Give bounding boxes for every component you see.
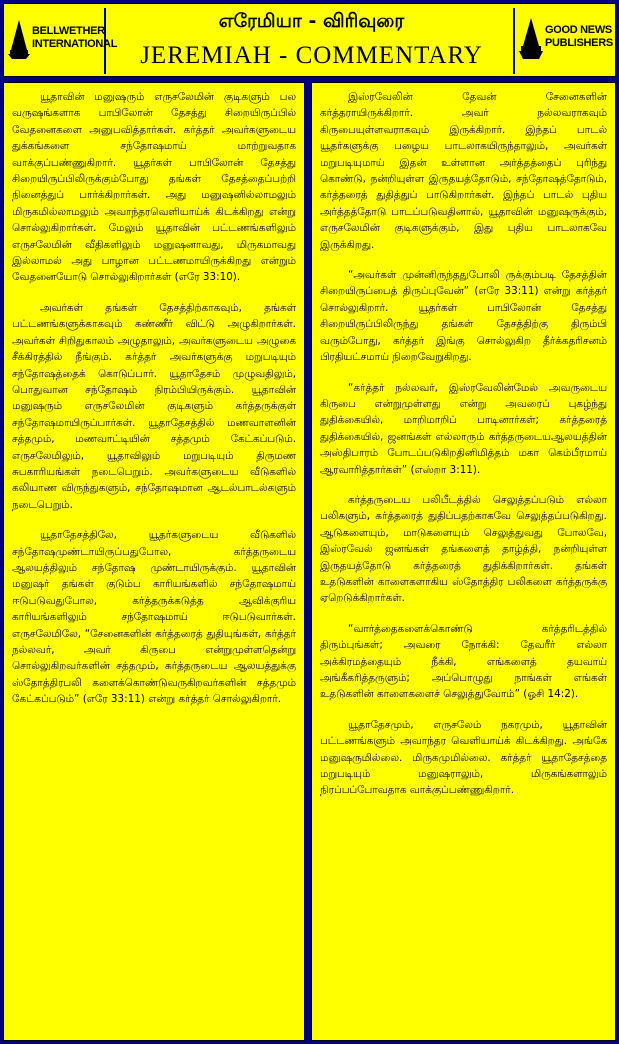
paragraph: இஸ்ரவேலின் தேவன் சேனைகளின் கர்த்தராயிருக்கிறார். அவர் நல்லவராகவும் கிருபையுள்ளவராகவும் இருக்கிறார். இந்தப் பாடல் யூதர்களுக்கு பழைய பாடலாகயிருந்தாலும், அவர்கள் மறுபடியுமாய் இதன் உள்ளான அர்த்தத்தைப் புரிந்து கொண்டு, நன்றியுள்ள இருதயத்தோடும், சந்தோஷத்தோடும், கர்த்தரைத் துதித்துப் பாடுகிறார்கள். இந்தப் பாடல் புதிய அர்த்தத்தோடு பாடப்படுவதினால், யூதாவின் மனுஷருக்கும், எருசலேமின் குடிகளுக்கும், இது புதிய பாடலாகவே இருக்கிறது.: [320, 91, 607, 251]
paragraph: யூதாவின் மனுஷரும் எருசலேமின் குடிகளும் பல வருஷங்களாக பாபிலோன் தேசத்து சிறையிருப்பில் வேதனைகளை அனுபவித்தார்கள். கர்த்தர் அவர்களுடைய துக்கங்களை சந்தோஷமாய் மாற்றுவதாக வாக்குப்பண்ணுகிறார். யூதர்கள் பாபிலோன் தேசத்து சிறையிருப்பிலிருக்கும்போது தங்கள் தேசத்தைப்பற்றி நினைத்துப் பார்க்கிறார்கள். அது மனுஷனில்லாமலும் மிருகமில்லாமலும் அவாந்தரவெளியாய்க் கிடக்கிறது என்று சொல்லுகிறார்கள். மேலும் யூதாவின் பட்டணங்களிலும் எருசலேமின் வீதிகளிலும் மனுஷனாவது, மிருகமாவது இல்லாமல் அது பாழான பட்டணமாயிருக்கிறது என்றும் வேதனையோடு சொல்லுகிறார்கள் (எரே 33:10).: [12, 91, 296, 284]
page-header: [3, 3, 616, 77]
bell-ship-icon: [8, 20, 30, 60]
bellwether-logo-text: BELLWETHER INTERNATIONAL: [32, 25, 118, 50]
page-title-english: JEREMIAH - COMMENTARY: [140, 42, 483, 69]
good-news-logo: [513, 8, 613, 74]
paragraph: அவர்கள் தங்கள் தேசத்திற்காகவும், தங்கள் பட்டணங்களுக்காகவும் கண்ணீர் விட்டு அழுகிறார்கள். அவர்கள் சிறிதுகாலம் அழுதாலும், அவர்களுடைய அழுகை சீக்கிரத்தில் நீங்கும். கர்த்தர் அவர்களுக்கு மறுபடியும் சந்தோஷத்தைக் கொடுப்பார். யூதாதேசம் முழுவதிலும், பொதுவான சந்தோஷம் நிரம்பியிருக்கும். யூதாவின் மனுஷரும் எருசலேமின் குடிகளும் கர்த்தருக்குள் சந்தோஷமாயிருப்பார்கள். யூதாதேசத்தில் மணவாளனின் சத்தமும், மணவாட்டியின் சத்தமும் கேட்கப்படும். எருசலேமிலும், யூதாவிலும் மறுபடியும் திருமண சுபகாரியங்கள் நடைபெறும். அவர்களுடைய வீடுகளில் கலியாண விருந்துகளும், சந்தோஷமான ஆடல்பாடல்களும் நடைபெறும்.: [12, 301, 296, 511]
good-news-logo-text: GOOD NEWS PUBLISHERS: [545, 24, 613, 49]
paragraph: கர்த்தருடைய பலிபீடத்தில் செலுத்தப்படும் எல்லா பலிகளும், கர்த்தரைத் துதிப்பதற்காகவே செலுத்தப்படுகிறது. ஆடுகளையும், மாடுகளையும் செலுத்துவது போலவே, இஸ்ரவேல் ஜனங்கள் தங்களைத் தாழ்த்தி, நன்றியுள்ள இருதயத்தோடு கர்த்தரைத் துதிக்கிறார்கள். தங்கள் உதடுகளின் காளைகளாகிய ஸ்தோத்திர பலிகளை கர்த்தருக்கு ஏறெடுக்கிறார்கள்.: [320, 493, 607, 605]
page-title-tamil: எரேமியா - விரிவுரை: [218, 10, 405, 32]
paragraph: “கர்த்தர் நல்லவர், இஸ்ரவேலின்மேல் அவருடைய கிருபை என்றுமுள்ளது என்று அவரைப் புகழ்ந்து துதிக்கையில், மாறிமாறிப் பாடினார்கள்; கர்த்தரைத் துதிக்கையில், ஜனங்கள் எல்லாரும் கர்த்தருடையஆலயத்தின் அஸ்திபாரம் போடப்படுகிறதினிமித்தம் மகா கெம்பீரமாய் ஆரவாரித்தார்கள்” (எஸ்றா 3:11).: [320, 381, 607, 476]
paragraph: யூதாதேசத்திலே, யூதர்களுடைய வீடுகளில் சந்தோஷமுண்டாயிருப்பதுபோல, கர்த்தருடைய ஆலயத்திலும் சந்தோஷ முண்டாயிருக்கும். யூதாவின் மனுஷர் தங்கள் குடும்ப காரியங்களில் சந்தோஷமாய் ஈடுபடுவதுபோல, கர்த்தருக்கடுத்த ஆவிக்குரிய காரியங்களிலும் சந்தோஷமாய் ஈடுபடுவார்கள். எருசலேமிலே, “சேனைகளின் கர்த்தரைத் துதியுங்கள், கர்த்தர் நல்லவர், அவர் கிருபை என்றுமுள்ளதென்று சொல்லுகிறவர்களின் சத்தமும், கர்த்தருடைய ஆலயத்துக்கு ஸ்தோத்திரபலி களைக்கொண்டுவருகிறவர்களின் சத்தமும் கேட்கப்படும்” (எரே 33:11) என்று கர்த்தர் சொல்லுகிறார்.: [12, 529, 296, 706]
bellwether-logo: [6, 8, 118, 74]
paragraph: “அவர்கள் முன்னிருந்ததுபோலி ருக்கும்படி தேசத்தின் சிறையிருப்பைத் திருப்புவேன்” (எரே 33:11) என்று கர்த்தர் சொல்லுகிறார். யூதர்கள் பாபிலோன் தேசத்து சிறையிருப்பிலிருந்து தங்கள் தேசத்திற்கு திரும்பி வரும்போது, கர்த்தர் இங்கு சொல்லுகிற தீர்க்கதரிசனம் பிரதியட்சமாய் நிறைவேறுகிறது.: [320, 269, 607, 364]
right-column: [311, 82, 616, 1041]
paragraph: “வார்த்தைகளைக்கொண்டு கர்த்தரிடத்தில் திரும்புங்கள்; அவரை நோக்கி: தேவரீர் எல்லா அக்கிரமத்தையும் நீக்கி, எங்களைத் தயவாய் அங்கீகரித்தருளும்; அப்பொழுது நாங்கள் எங்கள் உதடுகளின் காளைகளைச் செலுத்துவோம்” (ஓசி 14:2).: [320, 622, 607, 701]
left-column: [3, 82, 305, 1041]
ship-icon: [519, 18, 543, 60]
paragraph: யூதாதேசமும், எருசலேம் நகரமும், யூதாவின் பட்டணங்களும் அவாந்தர வெளியாய்க் கிடக்கிறது. அங்கே மனுஷருமில்லை. மிருகமுமில்லை. கர்த்தர் யூதாதேசத்தை மறுபடியும் மனுஷராலும், மிருகங்களாலும் நிரப்பப்போவதாக வாக்குப்பண்ணுகிறார்.: [320, 718, 607, 797]
